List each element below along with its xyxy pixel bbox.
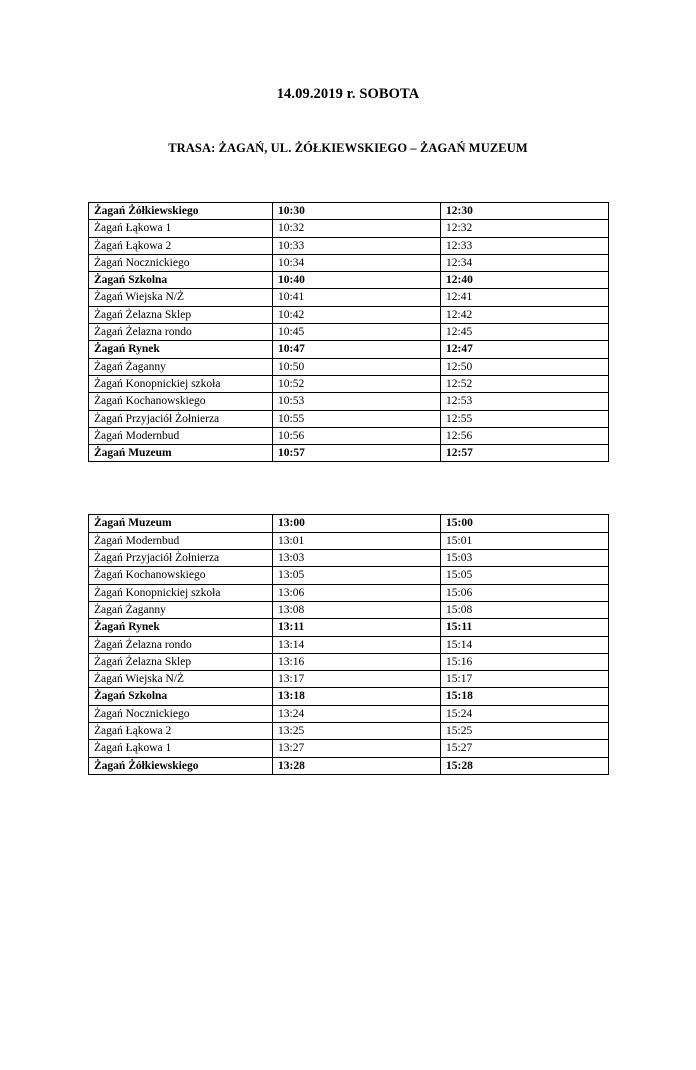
departure-time-cell: 12:34 [441,254,609,271]
table-row [89,289,609,306]
departure-time-cell: 13:24 [273,705,441,722]
departure-time-cell: 13:05 [273,567,441,584]
departure-time-cell: 15:17 [441,671,609,688]
departure-time-cell: 13:00 [273,515,441,532]
table-row [89,619,609,636]
departure-time-cell: 13:08 [273,601,441,618]
table-row [89,601,609,618]
departure-time-cell: 10:40 [273,272,441,289]
schedule-return-table [88,514,609,774]
departure-time-cell: 10:56 [273,427,441,444]
departure-time-cell: 15:03 [441,550,609,567]
departure-time-cell: 12:47 [441,341,609,358]
departure-time-cell: 15:11 [441,619,609,636]
departure-time-cell: 15:28 [441,757,609,774]
departure-time-cell: 15:18 [441,688,609,705]
schedule-outbound-wrapper [88,202,608,462]
table-row [89,550,609,567]
schedule-return-body [89,515,609,774]
departure-time-cell: 15:24 [441,705,609,722]
departure-time-cell: 12:32 [441,220,609,237]
stop-name-cell: Żagań Łąkowa 1 [89,220,273,237]
table-row [89,237,609,254]
table-row [89,532,609,549]
departure-time-cell: 15:08 [441,601,609,618]
table-row [89,567,609,584]
departure-time-cell: 13:14 [273,636,441,653]
document-page [0,86,696,1070]
table-row [89,358,609,375]
stop-name-cell: Żagań Łąkowa 2 [89,723,273,740]
stop-name-cell: Żagań Łąkowa 1 [89,740,273,757]
departure-time-cell: 10:47 [273,341,441,358]
stop-name-cell: Żagań Nocznickiego [89,705,273,722]
departure-time-cell: 12:53 [441,393,609,410]
table-row [89,341,609,358]
departure-time-cell: 12:52 [441,375,609,392]
stop-name-cell: Żagań Rynek [89,619,273,636]
departure-time-cell: 13:03 [273,550,441,567]
stop-name-cell: Żagań Konopnickiej szkoła [89,584,273,601]
departure-time-cell: 13:28 [273,757,441,774]
stop-name-cell: Żagań Wiejska N/Ż [89,671,273,688]
departure-time-cell: 12:40 [441,272,609,289]
departure-time-cell: 10:32 [273,220,441,237]
route-subtitle: TRASA: ŻAGAŃ, UL. ŻÓŁKIEWSKIEGO – ŻAGAŃ MUZEUM [168,141,528,155]
stop-name-cell: Żagań Nocznickiego [89,254,273,271]
departure-time-cell: 10:34 [273,254,441,271]
departure-time-cell: 12:50 [441,358,609,375]
stop-name-cell: Żagań Żelazna Sklep [89,653,273,670]
stop-name-cell: Żagań Przyjaciół Żołnierza [89,550,273,567]
departure-time-cell: 13:17 [273,671,441,688]
departure-time-cell: 10:52 [273,375,441,392]
departure-time-cell: 12:56 [441,427,609,444]
stop-name-cell: Żagań Żelazna rondo [89,636,273,653]
departure-time-cell: 10:55 [273,410,441,427]
departure-time-cell: 10:50 [273,358,441,375]
departure-time-cell: 12:30 [441,203,609,220]
stop-name-cell: Żagań Żaganny [89,601,273,618]
stop-name-cell: Żagań Szkolna [89,272,273,289]
departure-time-cell: 10:41 [273,289,441,306]
table-row [89,723,609,740]
stop-name-cell: Żagań Wiejska N/Ż [89,289,273,306]
departure-time-cell: 13:25 [273,723,441,740]
table-row [89,410,609,427]
table-row [89,393,609,410]
stop-name-cell: Żagań Muzeum [89,445,273,462]
table-row [89,254,609,271]
departure-time-cell: 12:45 [441,324,609,341]
table-row [89,705,609,722]
stop-name-cell: Żagań Żółkiewskiego [89,757,273,774]
departure-time-cell: 15:01 [441,532,609,549]
stop-name-cell: Żagań Rynek [89,341,273,358]
departure-time-cell: 15:25 [441,723,609,740]
departure-time-cell: 12:42 [441,306,609,323]
table-row [89,653,609,670]
table-row [89,584,609,601]
departure-time-cell: 10:42 [273,306,441,323]
departure-time-cell: 13:06 [273,584,441,601]
departure-time-cell: 12:57 [441,445,609,462]
departure-time-cell: 10:57 [273,445,441,462]
departure-time-cell: 15:14 [441,636,609,653]
table-row [89,515,609,532]
stop-name-cell: Żagań Żelazna rondo [89,324,273,341]
table-row [89,375,609,392]
departure-time-cell: 15:05 [441,567,609,584]
departure-time-cell: 10:45 [273,324,441,341]
departure-time-cell: 13:11 [273,619,441,636]
schedule-outbound-table [88,202,609,462]
table-row [89,757,609,774]
table-row [89,636,609,653]
departure-time-cell: 13:16 [273,653,441,670]
stop-name-cell: Żagań Żaganny [89,358,273,375]
departure-time-cell: 13:01 [273,532,441,549]
table-row [89,740,609,757]
departure-time-cell: 12:55 [441,410,609,427]
stop-name-cell: Żagań Żelazna Sklep [89,306,273,323]
departure-time-cell: 15:06 [441,584,609,601]
stop-name-cell: Żagań Przyjaciół Żołnierza [89,410,273,427]
table-row [89,445,609,462]
departure-time-cell: 15:00 [441,515,609,532]
schedule-outbound-body [89,203,609,462]
table-row [89,688,609,705]
stop-name-cell: Żagań Muzeum [89,515,273,532]
stop-name-cell: Żagań Żółkiewskiego [89,203,273,220]
departure-time-cell: 13:18 [273,688,441,705]
table-row [89,220,609,237]
stop-name-cell: Żagań Łąkowa 2 [89,237,273,254]
departure-time-cell: 15:16 [441,653,609,670]
stop-name-cell: Żagań Konopnickiej szkoła [89,375,273,392]
stop-name-cell: Żagań Kochanowskiego [89,567,273,584]
table-row [89,671,609,688]
departure-time-cell: 15:27 [441,740,609,757]
stop-name-cell: Żagań Modernbud [89,427,273,444]
schedule-return-wrapper [88,514,608,774]
departure-time-cell: 12:41 [441,289,609,306]
table-row [89,306,609,323]
departure-time-cell: 10:33 [273,237,441,254]
stop-name-cell: Żagań Modernbud [89,532,273,549]
stop-name-cell: Żagań Kochanowskiego [89,393,273,410]
table-row [89,324,609,341]
departure-time-cell: 12:33 [441,237,609,254]
departure-time-cell: 10:30 [273,203,441,220]
table-row [89,203,609,220]
departure-time-cell: 10:53 [273,393,441,410]
page-title: 14.09.2019 r. SOBOTA [276,86,420,102]
departure-time-cell: 13:27 [273,740,441,757]
stop-name-cell: Żagań Szkolna [89,688,273,705]
table-row [89,427,609,444]
table-row [89,272,609,289]
